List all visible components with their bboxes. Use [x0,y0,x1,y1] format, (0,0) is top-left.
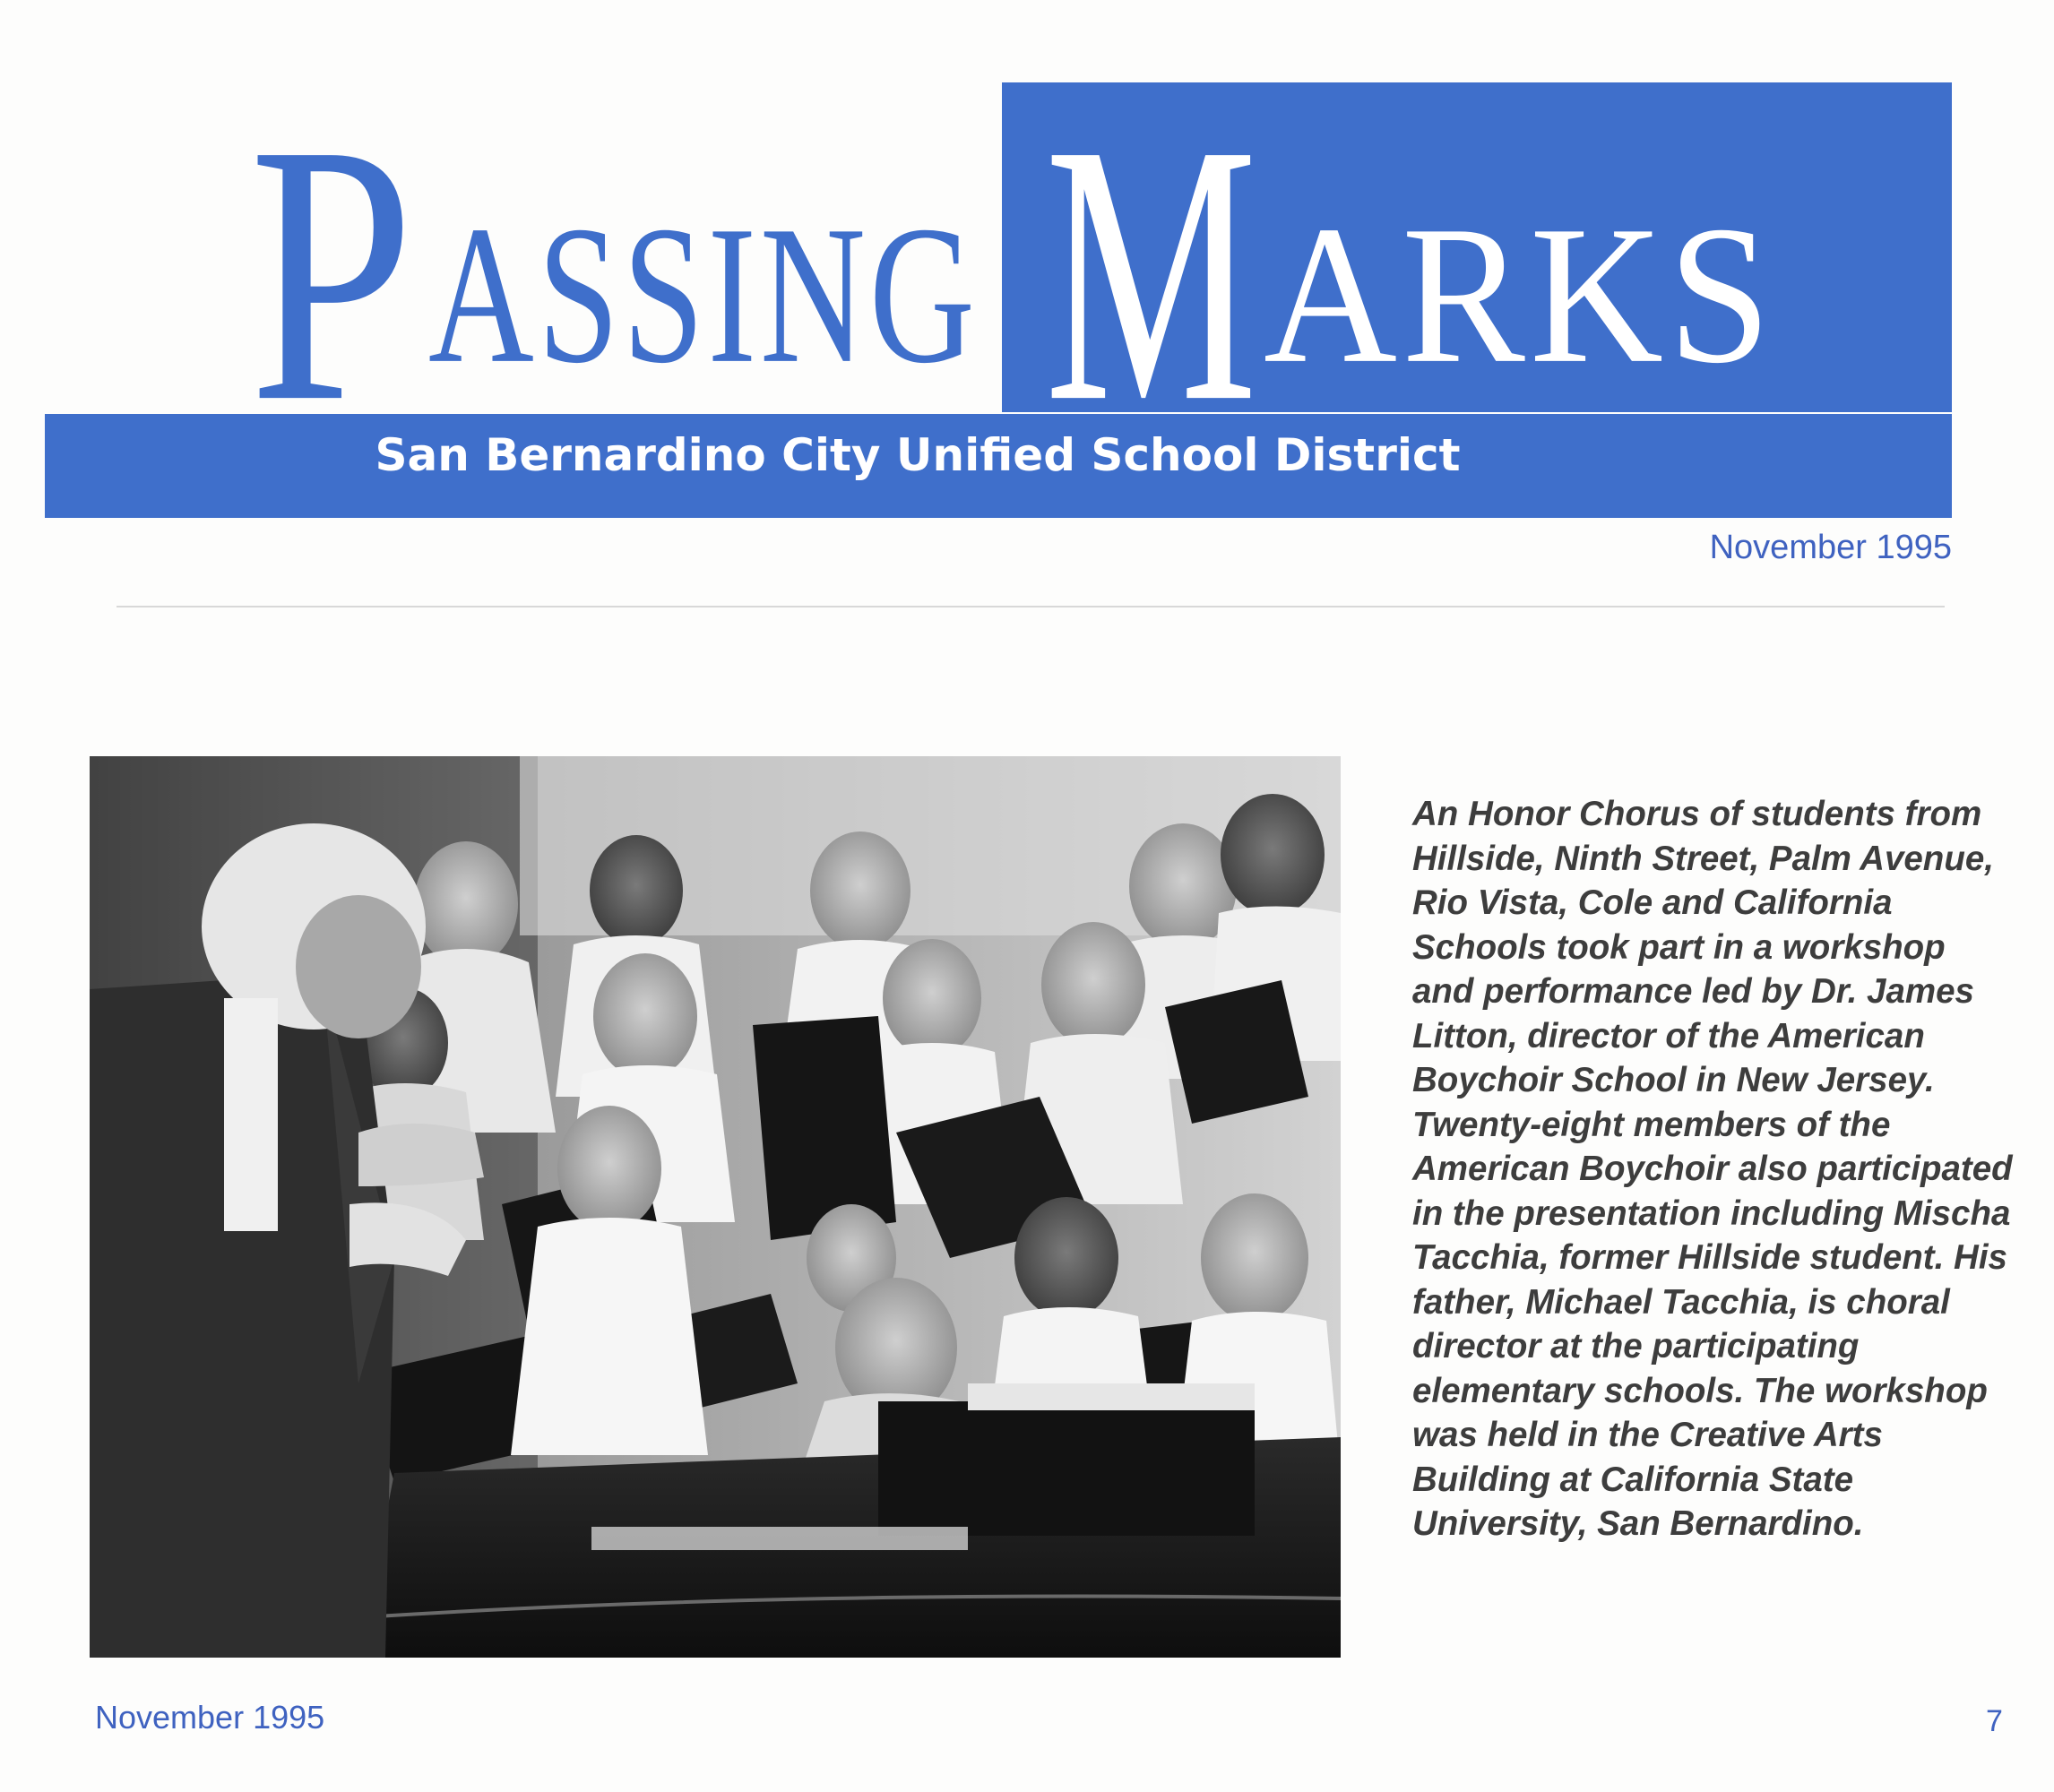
choir-photo [90,756,1341,1658]
masthead-rest-arks: ARKS [1264,185,1776,404]
district-name: San Bernardino City Unified School District [375,429,1461,481]
page-number: 7 [1986,1704,2003,1738]
divider-rule [117,606,1945,607]
choir-photo-graphic [90,756,1341,1658]
photo-caption: An Honor Chorus of students from Hillside, Ninth Street, Palm Avenue, Rio Vista, Cole and California Schools took part in a workshop and performance led by Dr. James Litton, director of the American Boychoir School in New Jersey. Twenty-eight members of the American Boychoir also participated in the presentation including Mischa Tacchia, former Hillside student. His father, Michael Tacchia, is choral director at the participating elementary schools. The workshop was held in the Creative Arts Building at California State University, San Bernardino. [1412,795,2013,1543]
masthead-rest-assing: ASSING [428,185,979,404]
masthead-initial-p: P [249,67,415,478]
footer-date: November 1995 [95,1699,325,1736]
masthead-initial-m: M [1045,67,1257,478]
issue-date-top: November 1995 [1709,529,1952,566]
